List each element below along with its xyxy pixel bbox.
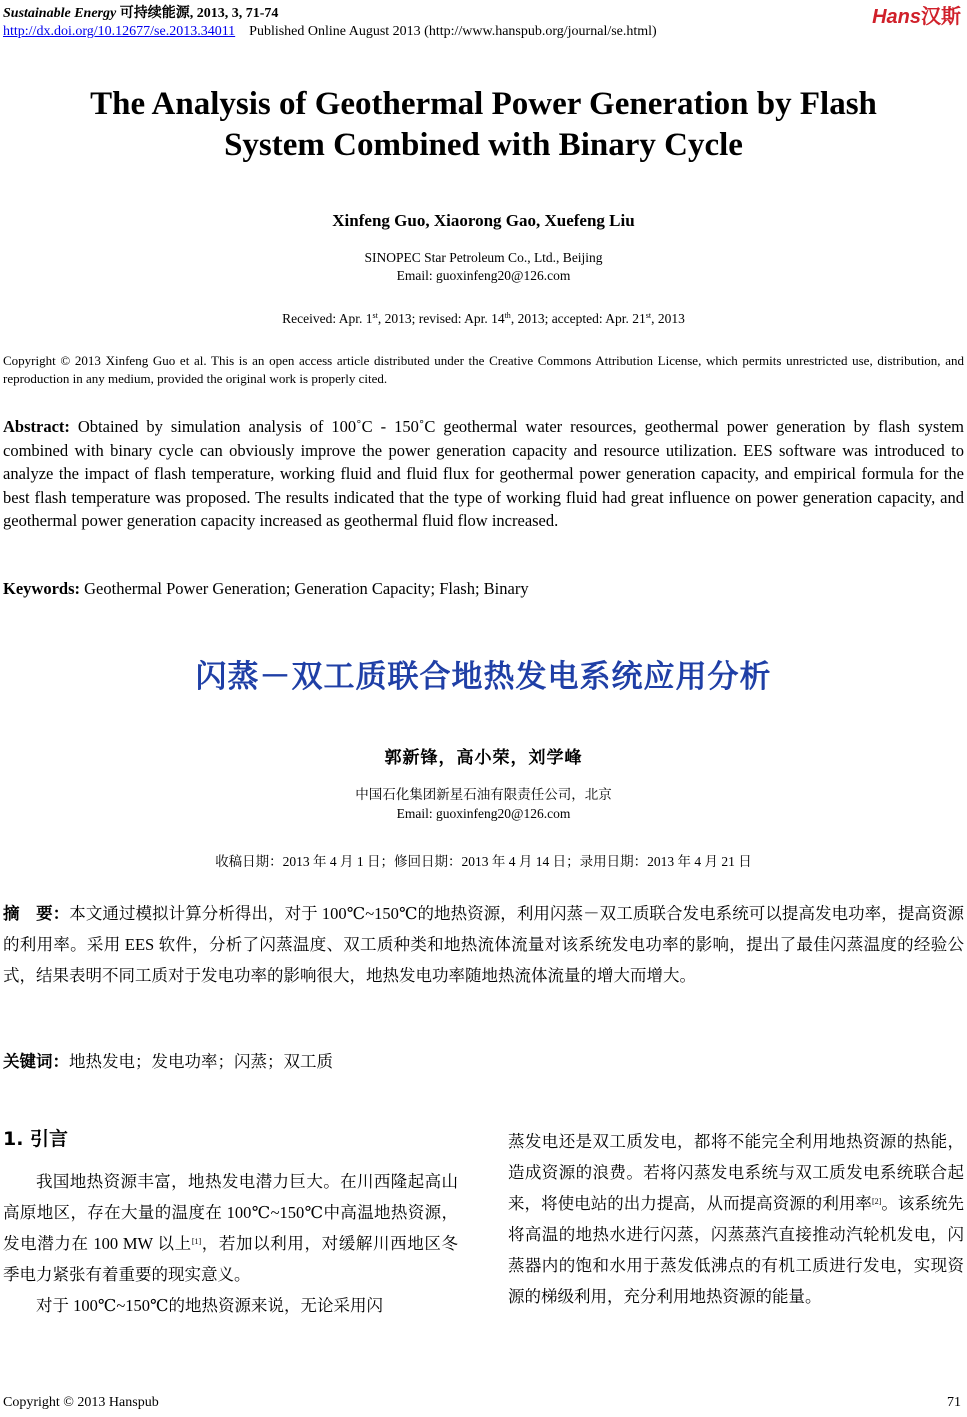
keywords-en (3, 579, 964, 599)
doi-line (3, 24, 657, 40)
abstract-cn (3, 898, 964, 991)
abstract-text: Obtained by simulation analysis of 100˚C - 150˚C geothermal water resources, geothermal power generation by flash system combined with binary cycle can obviously improve the power generation capacity and resource utilization. EES software was introduced to analyze the impact of flash temperature, working fluid and fluid flux for geothermal power generation capacity, and empirical formula for the best flash temperature was proposed. The results indicated that the type of working fluid had great influence on power generation capacity, and geothermal power generation capacity increased as geothermal fluid flow increased. (3, 417, 964, 530)
received-dates-cn: 收稿日期：2013 年 4 月 1 日；修回日期：2013 年 4 月 14 日；录用日期：2013 年 4 月 21 日 (215, 854, 752, 869)
ordinal-sup: st (645, 311, 652, 320)
keywords-text: 地热发电；发电功率；闪蒸；双工质 (69, 1052, 333, 1071)
paragraph-text: 我国地热资源丰富，地热发电潜力巨大。在川西隆起高山高原地区，存在大量的温度在 100℃~150℃中高温地热资源，发电潜力在 100 MW 以上 (3, 1172, 458, 1253)
affiliation: 中国石化集团新星石油有限责任公司，北京 (355, 787, 612, 802)
abstract-label: 摘 要： (3, 904, 70, 923)
journal-name: Sustainable Energy (3, 6, 117, 21)
footer-copyright: Copyright © 2013 Hanspub (3, 1395, 159, 1410)
year-text: , 2013 (651, 311, 685, 326)
doi-link[interactable]: http://dx.doi.org/10.12677/se.2013.34011 (3, 24, 236, 39)
citation-ref: [1] (191, 1237, 202, 1246)
authors-cn: 郭新锋，高小荣，刘学峰 (384, 748, 583, 768)
paragraph-text: ，若加以利用，对缓解川西地区冬季电力紧张有着重要的现实意义。 (3, 1234, 458, 1284)
keywords-text: Geothermal Power Generation; Generation Capacity; Flash; Binary (80, 579, 529, 598)
ordinal-sup: st (372, 311, 378, 320)
keywords-label: Keywords: (3, 579, 80, 598)
paper-title-en (0, 84, 967, 166)
abstract-en (3, 415, 964, 533)
journal-name-cn: 可持续能源, 2013, 3, 71-74 (119, 6, 279, 21)
abstract-label: Abstract: (3, 417, 70, 436)
accepted-text: , 2013; accepted: Apr. 21 (510, 311, 646, 326)
paragraph (3, 1166, 458, 1290)
keywords-cn (3, 1048, 964, 1072)
received-dates-en (0, 311, 967, 327)
logo-text-cn: 汉斯 (921, 4, 961, 28)
email: Email: guoxinfeng20@126.com (396, 268, 571, 283)
hans-logo (872, 0, 961, 29)
left-column (3, 1166, 458, 1321)
section-heading: 1. 引言 (3, 1128, 69, 1150)
affiliation-en (0, 249, 967, 285)
page-number: 71 (947, 1395, 961, 1410)
title-line: The Analysis of Geothermal Power Generation by Flash (90, 86, 877, 122)
keywords-label: 关键词： (3, 1052, 69, 1071)
authors-en: Xinfeng Guo, Xiaorong Gao, Xuefeng Liu (332, 211, 635, 230)
ordinal-sup: th (504, 311, 511, 320)
journal-header (3, 2, 278, 22)
right-column (508, 1126, 964, 1312)
affiliation: SINOPEC Star Petroleum Co., Ltd., Beijing (364, 250, 603, 265)
affiliation-cn (0, 785, 967, 823)
paragraph-text: 。该系统先将高温的地热水进行闪蒸，闪蒸蒸汽直接推动汽轮机发电，闪蒸器内的饱和水用于蒸发低沸点的有机工质进行发电，实现资源的梯级利用，充分利用地热资源的能量。 (508, 1194, 965, 1306)
title-line: System Combined with Binary Cycle (224, 127, 743, 163)
revised-text: , 2013; revised: Apr. 14 (377, 311, 505, 326)
email: Email: guoxinfeng20@126.com (396, 806, 571, 821)
published-online: Published Online August 2013 (http://www.hanspub.org/journal/se.html) (249, 24, 657, 39)
copyright-notice: Copyright © 2013 Xinfeng Guo et al. This is an open access article distributed under the Creative Commons Attribution License, which permits unrestricted use, distribution, and reproduction in any medium, provided the original work is properly cited. (3, 353, 964, 386)
citation-ref: [2] (871, 1197, 882, 1206)
paragraph-text: 蒸发电还是双工质发电，都将不能完全利用地热资源的热能，造成资源的浪费。若将闪蒸发电系统与双工质发电系统联合起来，将使电站的出力提高，从而提高资源的利用率 (508, 1132, 964, 1213)
logo-text: Hans (872, 6, 921, 28)
abstract-text: 本文通过模拟计算分析得出，对于 100℃~150℃的地热资源，利用闪蒸－双工质联合发电系统可以提高发电功率，提高资源的利用率。采用 EES 软件，分析了闪蒸温度、双工质种类和地热流体流量对该系统发电功率的影响，提出了最佳闪蒸温度的经验公式，结果表明不同工质对于发电功率的影响很大，地热发电功率随地热流体流量的增大而增大。 (3, 904, 965, 985)
paper-title-cn: 闪蒸－双工质联合地热发电系统应用分析 (195, 659, 772, 695)
received-text: Received: Apr. 1 (282, 311, 373, 326)
paragraph: 对于 100℃~150℃的地热资源来说，无论采用闪 (36, 1296, 383, 1315)
paragraph (508, 1126, 964, 1312)
